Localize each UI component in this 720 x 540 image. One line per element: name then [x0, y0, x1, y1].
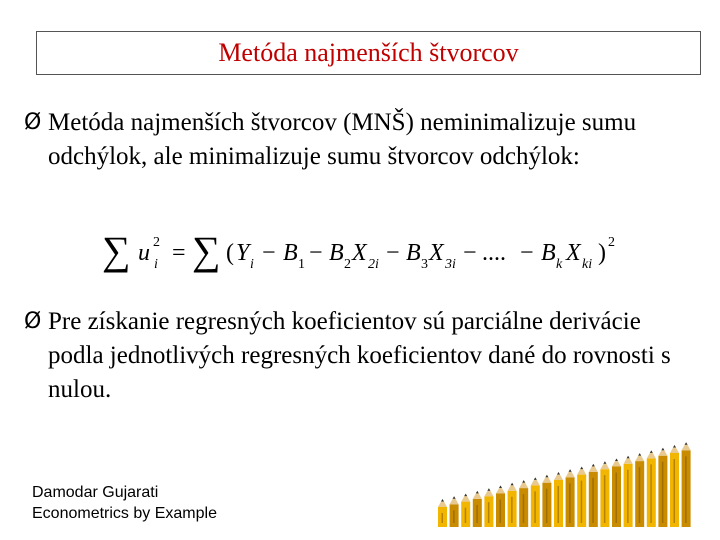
formula-u-index: i	[154, 257, 158, 272]
pencil-label	[523, 494, 525, 523]
pencil	[542, 475, 551, 527]
pencil-lead	[673, 445, 676, 448]
pencil-label	[558, 486, 560, 523]
pencil	[635, 453, 644, 527]
pencil-lead	[592, 464, 595, 467]
pencil-lead	[580, 467, 583, 470]
credit-author: Damodar Gujarati	[32, 484, 159, 501]
formula-x2: X	[352, 240, 367, 266]
pencil-lead	[453, 496, 456, 499]
pencil-label	[453, 510, 455, 523]
pencil-label	[604, 475, 606, 523]
pencil-label	[569, 483, 571, 523]
formula-xk-index: ki	[582, 257, 593, 272]
title-box	[36, 31, 701, 75]
least-squares-formula	[100, 224, 640, 276]
pencil-lead	[441, 499, 444, 502]
formula-b3-index: 3	[421, 257, 428, 272]
formula-y-index: i	[250, 257, 254, 272]
pencil	[496, 486, 505, 528]
formula-dots: ....	[482, 240, 506, 266]
pencil	[508, 483, 517, 527]
pencil	[647, 450, 656, 527]
pencil-lead	[464, 494, 467, 497]
bullet-least-squares	[24, 106, 688, 174]
formula-bk-index: k	[556, 257, 563, 272]
pencil	[577, 467, 586, 527]
pencil	[461, 494, 470, 527]
pencil-lead	[661, 448, 664, 451]
formula-u-square: 2	[153, 235, 160, 250]
pencil-lead	[557, 472, 560, 475]
pencil-label	[685, 456, 687, 523]
pencil	[612, 459, 621, 528]
formula-x2-index: 2i	[368, 257, 379, 272]
pencil-label	[650, 464, 652, 523]
pencil-lead	[638, 453, 641, 456]
pencil	[624, 456, 633, 527]
formula-minus-2: −	[309, 240, 323, 266]
bullet-text: Pre získanie regresných koeficientov sú parciálne derivácie podla jednotlivých regresných koeficientov dané do rovnosti s nulou.	[48, 308, 671, 403]
pencil-label	[662, 462, 664, 523]
credit-book: Econometrics by Example	[32, 505, 217, 522]
sum-symbol-left: ∑	[102, 228, 131, 273]
pencil-lead	[534, 477, 537, 480]
pencil	[600, 461, 609, 527]
pencil-label	[534, 491, 536, 523]
pencil	[484, 488, 493, 527]
slide-title: Metóda najmenších štvorcov	[218, 38, 519, 67]
formula-equals: =	[172, 240, 186, 266]
pencil	[531, 477, 540, 527]
pencil	[566, 469, 575, 527]
formula-b2-index: 2	[344, 257, 351, 272]
bullet-arrow-icon: Ø	[24, 110, 42, 135]
pencil	[554, 472, 563, 527]
formula-b1: B	[283, 240, 298, 266]
pencil-lead	[499, 486, 502, 489]
pencil	[658, 448, 667, 527]
formula-minus-1: −	[262, 240, 276, 266]
formula-y: Y	[236, 240, 250, 266]
formula-minus-3: −	[386, 240, 400, 266]
formula-b1-index: 1	[298, 257, 305, 272]
formula-u: u	[138, 240, 150, 266]
pencil	[682, 442, 691, 527]
formula-svg	[100, 224, 640, 276]
formula-b3: B	[406, 240, 421, 266]
pencil-label	[674, 459, 676, 523]
pencil-lead	[569, 469, 572, 472]
formula-xk: X	[566, 240, 581, 266]
pencil-label	[442, 513, 444, 523]
formula-rparen: )	[598, 240, 606, 266]
formula-x3-index: 3i	[445, 257, 456, 272]
pencil-lead	[650, 450, 653, 453]
pencil-label	[616, 473, 618, 524]
pencil-label	[476, 505, 478, 523]
formula-outer-square: 2	[608, 235, 615, 250]
pencil-label	[581, 481, 583, 523]
pencil-lead	[615, 459, 618, 462]
pencil-label	[592, 478, 594, 523]
pencils-image	[434, 437, 696, 527]
pencil-label	[639, 467, 641, 523]
pencil	[589, 464, 598, 527]
bullet-text: Metóda najmenších štvorcov (MNŠ) neminimalizuje sumu odchýlok, ale minimalizuje sumu štvorcov odchýlok:	[48, 109, 637, 170]
formula-bk: B	[541, 240, 556, 266]
pencil	[438, 499, 447, 527]
pencil-lead	[685, 442, 688, 445]
source-credit	[32, 482, 217, 524]
pencil-label	[465, 508, 467, 523]
bullet-arrow-icon: Ø	[24, 309, 42, 334]
pencil-lead	[627, 456, 630, 459]
formula-minus-5: −	[520, 240, 534, 266]
formula-lparen: (	[226, 240, 234, 266]
sum-symbol-right: ∑	[192, 228, 221, 273]
pencil	[670, 445, 679, 527]
formula-x3: X	[429, 240, 444, 266]
pencil-lead	[511, 483, 514, 486]
formula-minus-4: −	[463, 240, 477, 266]
pencil-lead	[603, 461, 606, 464]
pencil-lead	[476, 491, 479, 494]
formula-b2: B	[329, 240, 344, 266]
pencil-label	[546, 489, 548, 523]
pencil-label	[500, 500, 502, 524]
pencil-label	[627, 470, 629, 523]
pencil-lead	[487, 488, 490, 491]
pencil	[473, 491, 482, 527]
pencil	[519, 480, 528, 527]
bullet-partial-derivatives	[24, 305, 688, 407]
pencil	[450, 496, 459, 527]
pencil-label	[488, 502, 490, 523]
pencil-lead	[522, 480, 525, 483]
pencil-label	[511, 497, 512, 523]
pencil-lead	[545, 475, 548, 478]
